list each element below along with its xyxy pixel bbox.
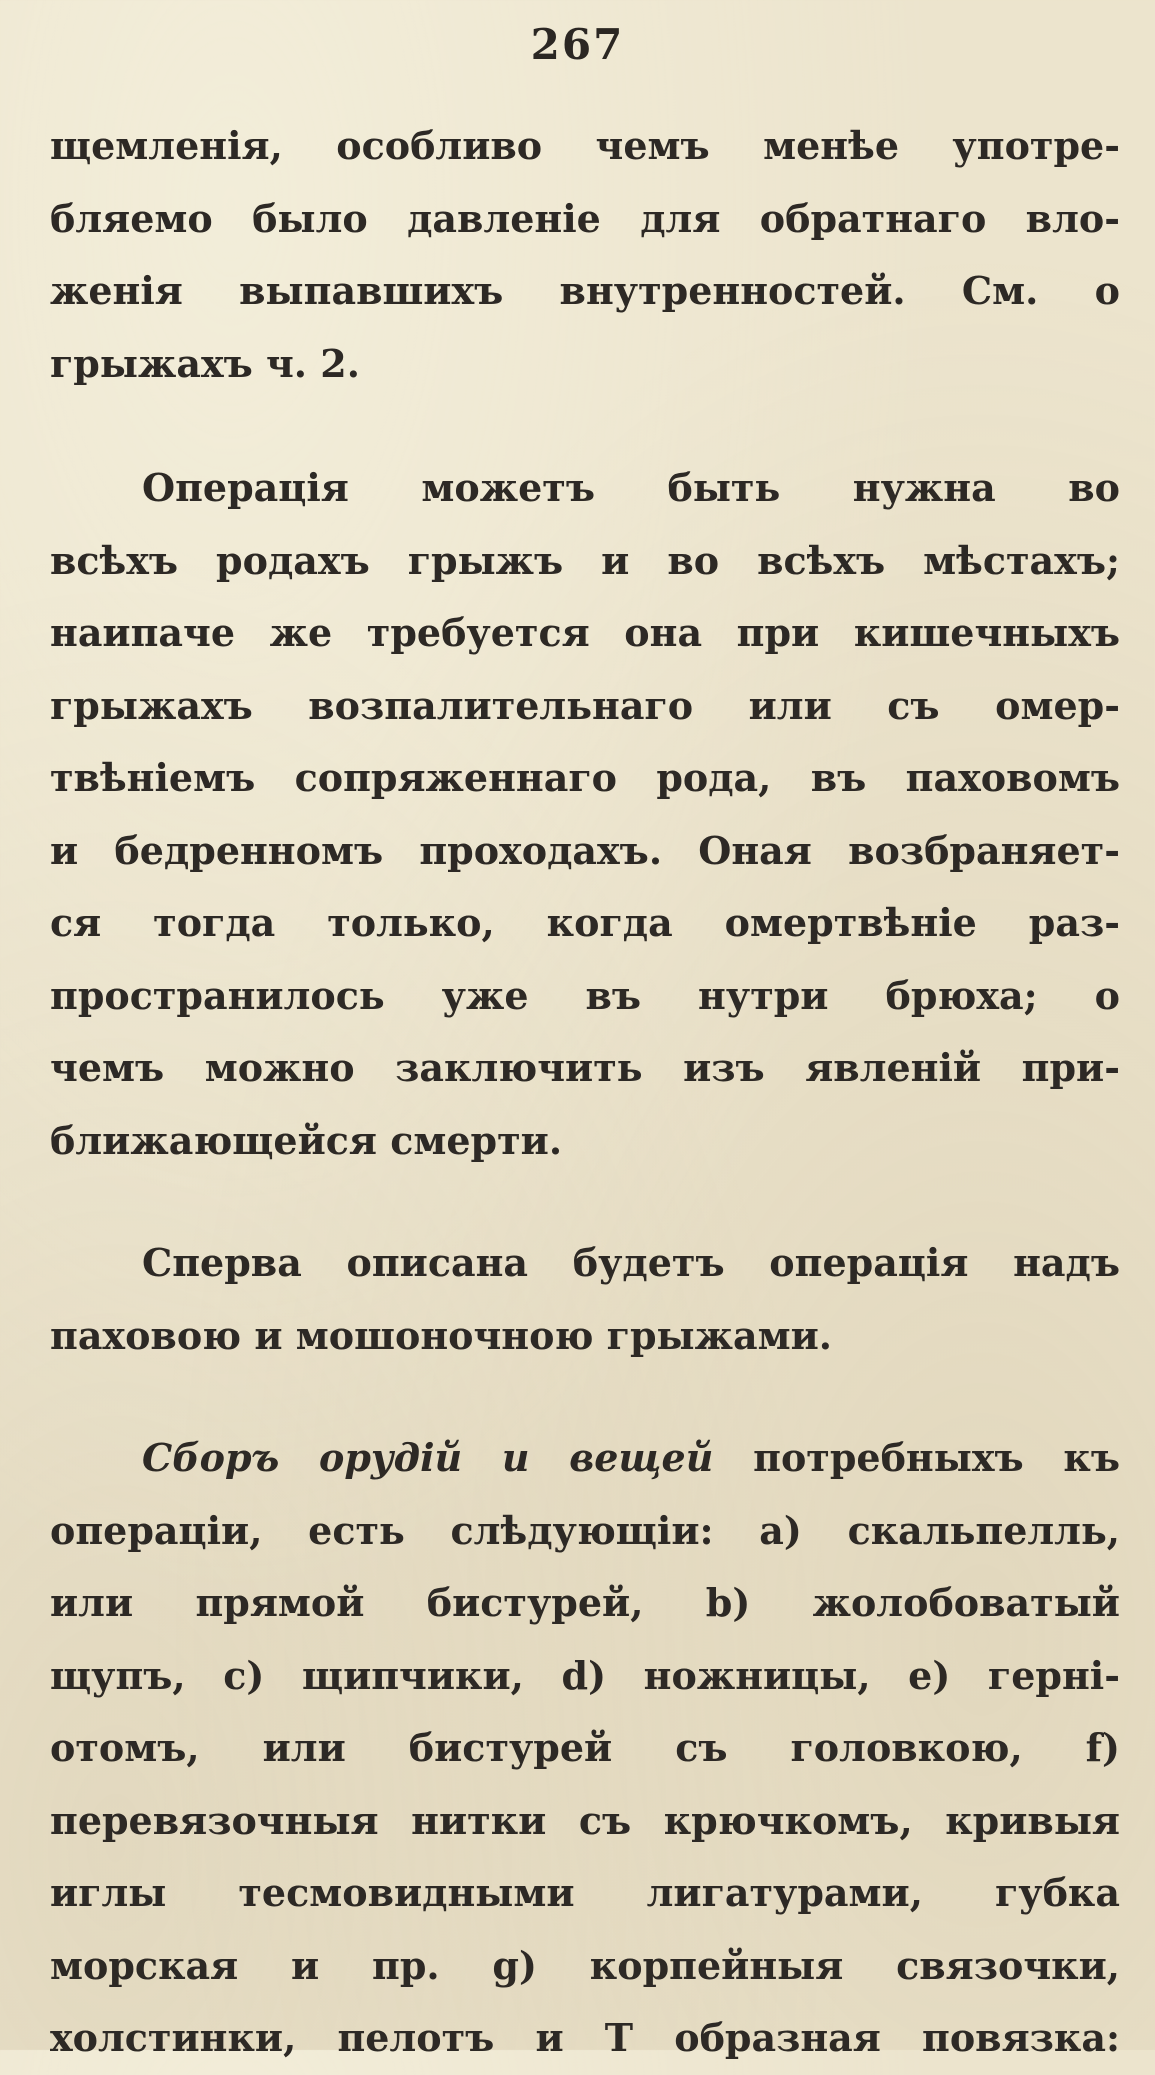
text-fragment: потребныхъ къ (753, 1435, 1120, 1480)
text-line: чемъ можно заключить изъ явленій при- (50, 1045, 1120, 1090)
text-line: твѣніемъ сопряженнаго рода, въ паховомъ (50, 755, 1120, 800)
text-line: Операція можетъ быть нужна во (142, 465, 1120, 510)
text-line: женія выпавшихъ внутренностей. См. о (50, 268, 1120, 313)
italic-heading: Сборъ орудій и вещей (142, 1435, 714, 1480)
text-line: пространилось уже въ нутри брюха; о (50, 972, 1120, 1018)
text-line: наипаче же требуется она при кишечныхъ (50, 610, 1120, 655)
text-line: паховою и мошоночною грыжами. (50, 1312, 833, 1358)
text-line: холстинки, пелотъ и Т образная повязка: (50, 2015, 1120, 2060)
paragraph-operation (50, 452, 1120, 1177)
paragraph-spacer (50, 1177, 1120, 1227)
paragraph-instruments (50, 1422, 1120, 2075)
text-line: щемленія, особливо чемъ менѣе употре- (50, 123, 1120, 168)
text-line: иглы тесмовидными лигатурами, губка (50, 1870, 1120, 1915)
text-line: щупъ, c) щипчики, d) ножницы, e) герні- (50, 1652, 1120, 1698)
paragraph-first-described (50, 1227, 1120, 1372)
text-line: грыжахъ возпалительнаго или съ омер- (50, 682, 1120, 728)
text-line (50, 1422, 1120, 1495)
text-line: грыжахъ ч. 2. (50, 340, 360, 386)
paragraph-spacer (50, 1372, 1120, 1422)
page-text (50, 110, 1120, 2075)
text-line: бляемо было давленіе для обратнаго вло- (50, 195, 1120, 241)
paragraph-continuation (50, 110, 1120, 400)
text-line: ся тогда только, когда омертвѣніе раз- (50, 900, 1120, 945)
text-line: перевязочныя нитки съ крючкомъ, кривыя (50, 1797, 1120, 1843)
page-number: 267 (530, 20, 625, 69)
text-line: или прямой бистурей, b) жолобоватый (50, 1580, 1120, 1625)
text-line: ближающейся смерти. (50, 1117, 563, 1163)
text-line: отомъ, или бистурей съ головкою, f) (50, 1725, 1120, 1770)
paragraph-spacer (50, 400, 1120, 452)
text-line: всѣхъ родахъ грыжъ и во всѣхъ мѣстахъ; (50, 537, 1120, 583)
text-line: морская и пр. g) корпейныя связочки, (50, 1942, 1120, 1988)
text-line: и бедренномъ проходахъ. Оная возбраняет- (50, 827, 1120, 873)
text-line: Сперва описана будетъ операція надъ (142, 1240, 1120, 1285)
text-line: операціи, есть слѣдующіи: a) скальпелль, (50, 1507, 1120, 1553)
